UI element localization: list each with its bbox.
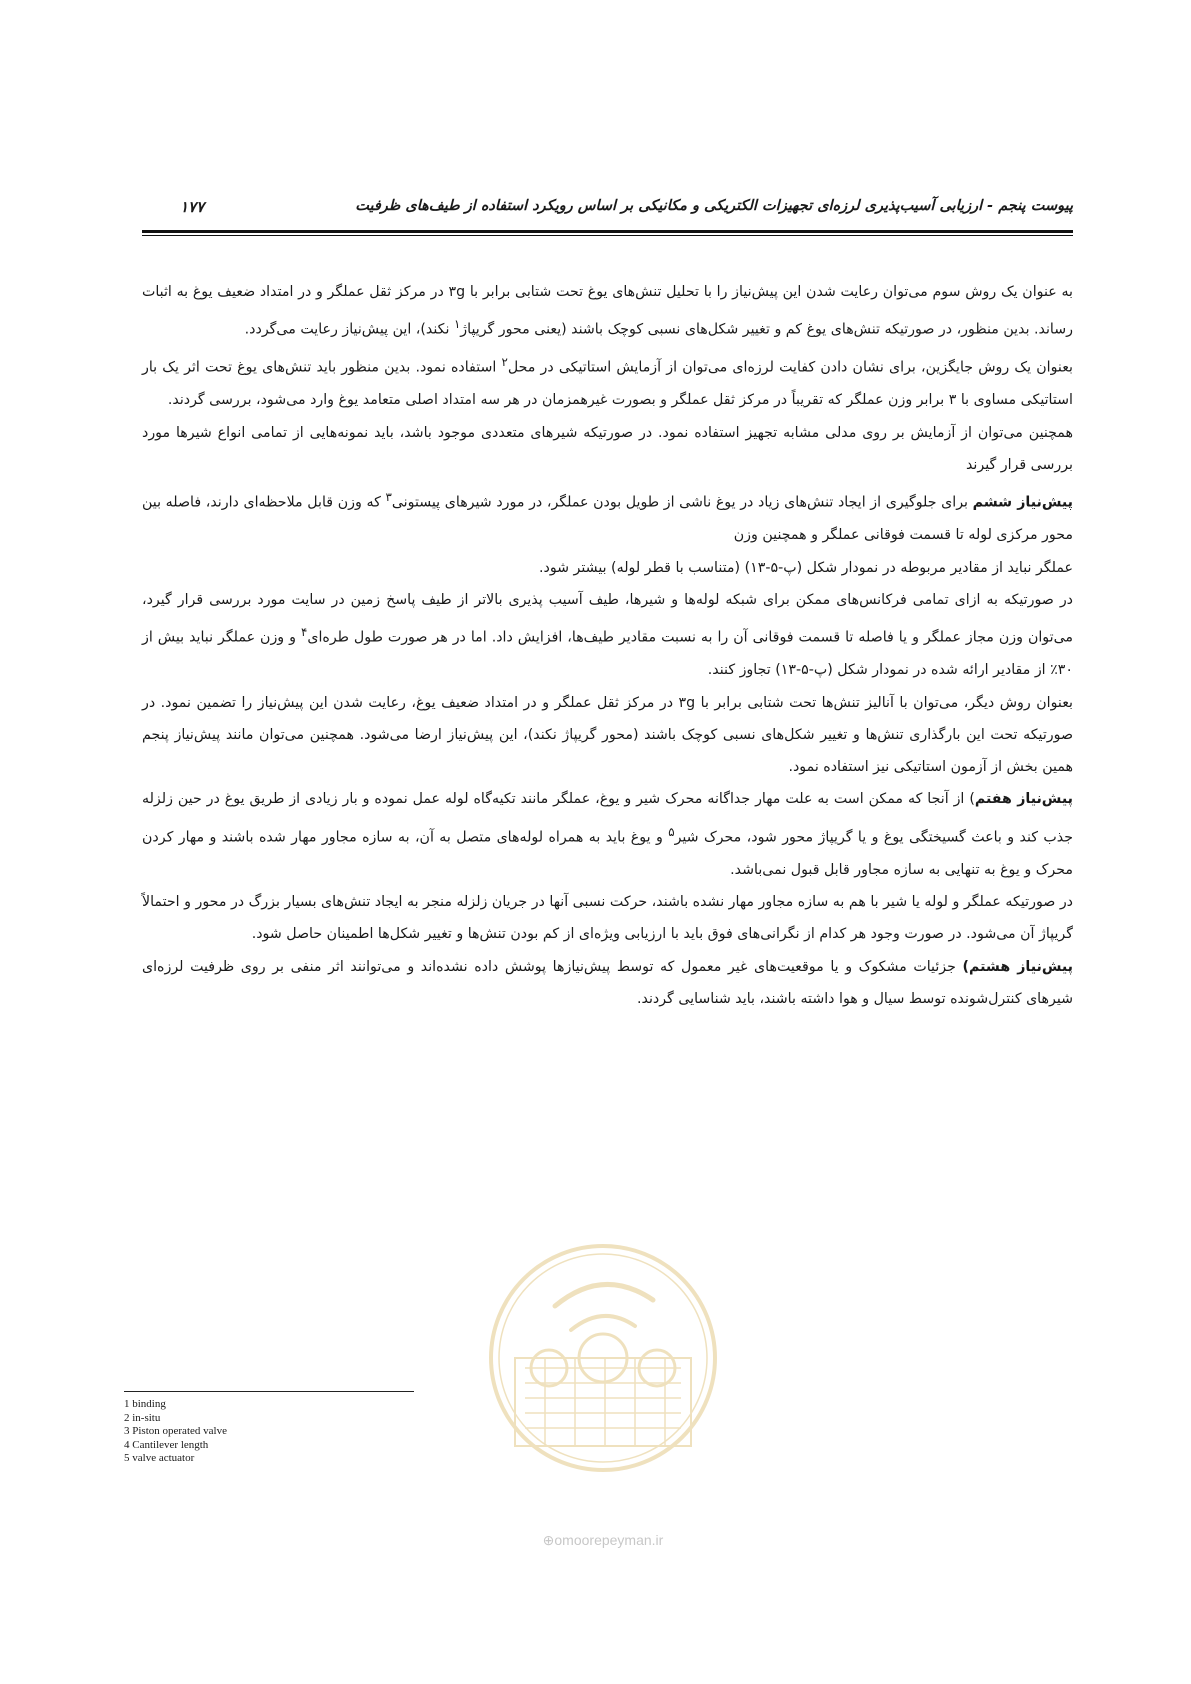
footnote: 5 valve actuator <box>124 1452 195 1464</box>
paragraph: در صورتیکه عملگر و لوله یا شیر با هم به سازه مجاور مهار نشده باشند، حرکت نسبی آنها در جریان زلزله منجر به ایجاد تنش‌های بسیار بزرگ در محور و احتمالاً گریپاژ آن می‌شود. در صورت وجود هر کدام از نگرانی‌های فوق باید با ارزیابی ویژه‌ای از کم بودن تنش‌ها و تغییر شکل‌ها اطمینان حاصل شود. <box>142 894 1073 943</box>
paragraph: به عنوان یک روش سوم می‌توان رعایت شدن این پیش‌نیاز را با تحلیل تنش‌های یوغ تحت شتابی برابر با ۳g در مرکز ثقل عملگر و در امتداد ضعیف یوغ به اثبات رساند. بدین منظور، در صورتیکه تنش‌های یوغ کم و تغییر شکل‌های نسبی کوچک باشند (یعنی محور گریپاژ$^۱$ نکند)، این پیش‌نیاز رعایت می‌گردد. <box>142 284 1074 339</box>
watermark-logo-icon <box>485 1208 721 1528</box>
paragraph: پیش‌نیاز هشتم) جزئیات مشکوک و یا موقعیت‌های غیر معمول که توسط پیش‌نیازها پوشش داده نشده‌اند و می‌توانند اثر منفی بر روی ظرفیت لرزه‌ای شیرهای کنترل‌شونده توسط سیال و هوا داشته باشند، باید شناسایی گردند. <box>142 958 1073 1007</box>
footnote-ref: ۲ <box>501 355 508 370</box>
header-rule-thin <box>142 235 1073 236</box>
header-title: پیوست پنجم - ارزیابی آسیب‌پذیری لرزه‌ای تجهیزات الکتریکی و مکانیکی بر اساس رویکرد استفاده از طیف‌های ظرفیت <box>355 198 1073 214</box>
globe-icon: ⊕ <box>542 1532 555 1548</box>
footnote-ref: ۵ <box>668 824 675 839</box>
paragraph: در صورتیکه به ازای تمامی فرکانس‌های ممکن برای شبکه لوله‌ها و شیرها، طیف آسیب پذیری بالاتر از طیف پاسخ زمین در سایت مورد بررسی قرار گیرد، می‌توان وزن مجاز عملگر و یا فاصله تا قسمت فوقانی آن را به نسبت مقادیر طیف‌ها، افزایش داد. اما در هر صورت طول طره‌ای$^۴$ و وزن عملگر نباید بیش از ۳۰٪ از مقادیر ارائه شده در نمودار شکل (پ-۵-۱۳) تجاوز کنند. <box>142 591 1074 679</box>
paragraph: پیش‌نیاز هفتم) از آنجا که ممکن است به علت مهار جداگانه محرک شیر و یوغ، عملگر مانند تکیه‌گاه لوله عمل نموده و بار زیادی از طریق یوغ در حین زلزله جذب کند و باعث گسیختگی یوغ و یا گریپاژ محور شود، محرک شیر$^۵$ و یوغ باید به همراه لوله‌های متصل به آن، به سازه مجاور مهار شده باشند و مهار کردن محرک و یوغ به تنهایی به سازه مجاور قابل قبول نمی‌باشد. <box>142 791 1074 878</box>
page-number: ۱۷۷ <box>180 198 205 216</box>
footnote-ref: ۴ <box>300 625 308 640</box>
footnote: 3 Piston operated valve <box>124 1425 227 1437</box>
body-text <box>142 276 1073 1015</box>
header-rule-thick <box>142 230 1073 233</box>
footnote: 1 binding <box>124 1398 166 1410</box>
page-header <box>142 198 1073 226</box>
paragraph: پیش‌نیاز ششم برای جلوگیری از ایجاد تنش‌های زیاد در یوغ ناشی از طویل بودن عملگر، در مورد شیرهای پیستونی$^۳$ که وزن قابل ملاحظه‌ای دارند، فاصله بین محور مرکزی لوله تا قسمت فوقانی عملگر و همچنین وزن <box>142 490 1074 544</box>
footnote: 4 Cantilever length <box>124 1438 209 1451</box>
paragraph: عملگر نباید از مقادیر مربوطه در نمودار شکل (پ-۵-۱۳) (متناسب با قطر لوله) بیشتر شود. <box>539 559 1073 576</box>
watermark <box>485 1208 721 1588</box>
footnote-ref: ۳ <box>385 490 392 505</box>
footnote-separator <box>124 1391 414 1392</box>
prerequisite-label: پیش‌نیاز هشتم) <box>962 958 1073 975</box>
paragraph: همچنین می‌توان از آزمایش بر روی مدلی مشابه تجهیز استفاده نمود. در صورتیکه شیرهای متعددی موجود باشد، باید نمونه‌هایی از تمامی انواع شیرها مورد بررسی قرار گیرند <box>142 424 1073 473</box>
watermark-url: ⊕omoorepeyman.ir <box>542 1532 664 1548</box>
paragraph: بعنوان روش دیگر، می‌توان با آنالیز تنش‌ها تحت شتابی برابر با ۳g در مرکز ثقل عملگر و در امتداد ضعیف یوغ، رعایت شدن این پیش‌نیاز را تضمین نمود. در صورتیکه تحت این بارگذاری تنش‌ها و تغییر شکل‌های نسبی کوچک باشند (محور گریپاژ نکند)، این پیش‌نیاز ارضا می‌شود. همچنین می‌توان مانند پیش‌نیاز پنجم همین بخش از آزمون استاتیکی نیز استفاده نمود. <box>142 694 1073 776</box>
prerequisite-label: پیش‌نیاز هفتم <box>974 791 1073 808</box>
footnotes <box>124 1398 444 1466</box>
footnote: 2 in-situ <box>124 1411 161 1424</box>
paragraph: بعنوان یک روش جایگزین، برای نشان دادن کفایت لرزه‌ای می‌توان از آزمایش استاتیکی در محل$^۲$ استفاده نمود. بدین منظور باید تنش‌های یوغ تحت اثر یک بار استاتیکی مساوی با ۳ برابر وزن عملگر که تقریباً در مرکز ثقل عملگر و بصورت غیرهمزمان در هر سه امتداد اصلی متعامد یوغ وارد می‌شود، بررسی گردند. <box>142 355 1073 409</box>
prerequisite-label: پیش‌نیاز ششم <box>972 494 1074 511</box>
footnote-ref: ۱ <box>453 317 461 332</box>
